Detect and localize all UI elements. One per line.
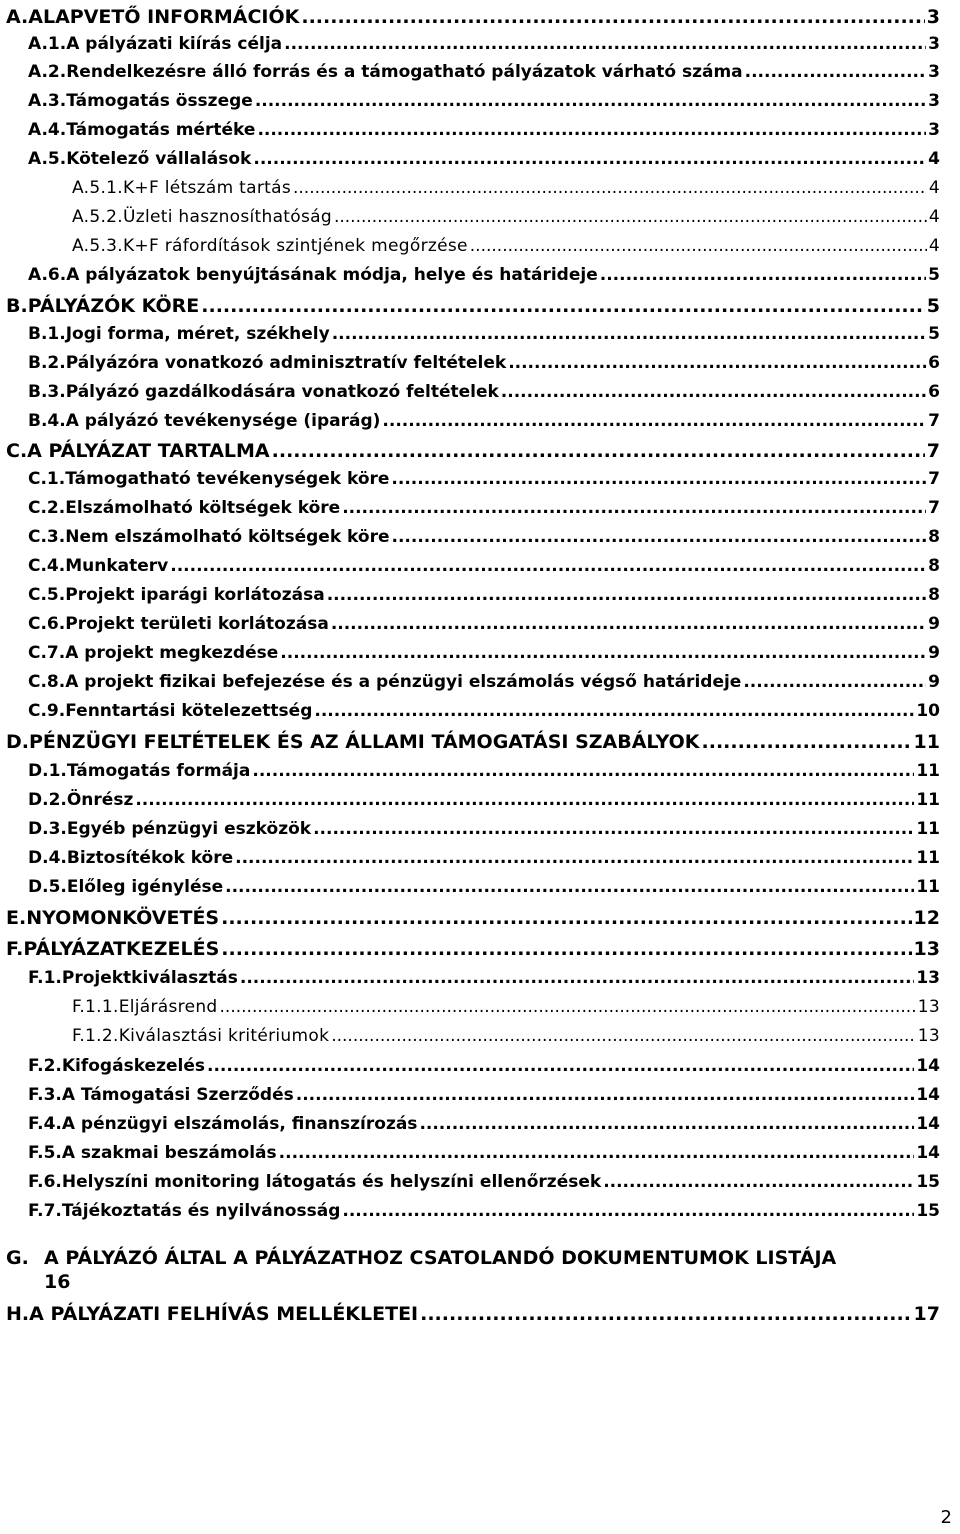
toc-entry-number: A.2. xyxy=(28,62,67,82)
toc-entry-number: C.2. xyxy=(28,498,66,518)
toc-entry-number: A.1. xyxy=(28,34,67,54)
toc-entry-number: C.8. xyxy=(28,672,66,692)
toc-entry[interactable] xyxy=(72,178,940,198)
toc-entry-page: 7 xyxy=(928,498,940,518)
toc-entry-number: G. xyxy=(6,1247,29,1269)
toc-entry-title: Pályázóra vonatkozó adminisztratív feltételek xyxy=(65,353,507,373)
toc-entry[interactable] xyxy=(28,556,940,576)
toc-entry-number: F.1.2. xyxy=(72,1026,119,1046)
toc-entry-title: A PÁLYÁZÓ ÁLTAL A PÁLYÁZATHOZ CSATOLANDÓ DOKUMENTUMOK LISTÁJA xyxy=(44,1247,837,1269)
toc-entry-title: Kiválasztási kritériumok xyxy=(118,1026,330,1046)
toc-entry[interactable] xyxy=(6,907,940,929)
toc-leader-dots xyxy=(225,877,914,897)
toc-entry-title: A projekt fizikai befejezése és a pénzügyi elszámolás végső határideje xyxy=(65,672,742,692)
toc-entry-page: 6 xyxy=(928,382,940,402)
toc-entry[interactable] xyxy=(28,672,940,692)
toc-entry-number: B. xyxy=(6,295,28,317)
toc-entry-number: H. xyxy=(6,1303,30,1325)
toc-entry-number: F.1.1. xyxy=(72,997,119,1017)
toc-leader-dots xyxy=(600,265,926,285)
toc-leader-dots xyxy=(420,1303,911,1325)
toc-entry-page: 8 xyxy=(928,556,940,576)
toc-entry-title: Elszámolható költségek köre xyxy=(65,498,341,518)
toc-entry[interactable] xyxy=(28,968,940,988)
toc-entry[interactable] xyxy=(28,382,940,402)
toc-entry-number: B.3. xyxy=(28,382,66,402)
toc-entry-page: 11 xyxy=(916,790,940,810)
toc-entry-title: Kifogáskezelés xyxy=(61,1056,205,1076)
toc-entry-number: E. xyxy=(6,907,27,929)
toc-leader-dots xyxy=(296,1085,915,1105)
toc-entry-page: 16 xyxy=(44,1271,71,1293)
toc-entry-number: A.5. xyxy=(28,149,67,169)
toc-entry[interactable] xyxy=(28,819,940,839)
toc-leader-dots xyxy=(331,614,926,634)
toc-entry[interactable] xyxy=(28,353,940,373)
toc-leader-dots xyxy=(284,34,926,54)
toc-entry-page: 4 xyxy=(928,178,940,198)
toc-entry-page: 8 xyxy=(928,585,940,605)
toc-leader-dots xyxy=(743,672,926,692)
toc-entry-title: PÁLYÁZATKEZELÉS xyxy=(23,938,220,960)
toc-entry[interactable] xyxy=(28,91,940,111)
toc-leader-dots xyxy=(135,790,914,810)
toc-leader-dots xyxy=(201,295,924,317)
toc-entry-number: A.6. xyxy=(28,265,67,285)
toc-entry-number: A. xyxy=(6,6,29,28)
toc-entry-page: 11 xyxy=(916,761,940,781)
toc-entry-number: D.3. xyxy=(28,819,67,839)
toc-leader-dots xyxy=(332,324,926,344)
toc-entry-number: F.6. xyxy=(28,1172,62,1192)
toc-entry-page: 4 xyxy=(928,149,940,169)
toc-entry-number: B.1. xyxy=(28,324,66,344)
toc-entry-page: 13 xyxy=(913,938,940,960)
toc-leader-dots xyxy=(313,819,914,839)
toc-entry-page: 5 xyxy=(928,324,940,344)
toc-entry-h[interactable] xyxy=(6,1303,940,1325)
toc-entry-page: 14 xyxy=(916,1143,940,1163)
toc-entry[interactable] xyxy=(28,120,940,140)
toc-entry-title: K+F létszám tartás xyxy=(122,178,291,198)
toc-leader-dots xyxy=(255,91,926,111)
toc-entry-page: 3 xyxy=(928,91,940,111)
toc-entry-page: 11 xyxy=(916,819,940,839)
toc-entry-title: Pályázó gazdálkodására vonatkozó feltételek xyxy=(65,382,499,402)
toc-leader-dots xyxy=(257,120,926,140)
toc-entry-number: F.7. xyxy=(28,1201,62,1221)
toc-entry-number: A.4. xyxy=(28,120,67,140)
toc-entry-page: 4 xyxy=(928,207,940,227)
toc-entry-title: A Támogatási Szerződés xyxy=(61,1085,294,1105)
toc-entry-number: D.1. xyxy=(28,761,67,781)
toc-entry[interactable] xyxy=(72,1026,940,1046)
toc-entry-title: Támogatás mértéke xyxy=(66,120,256,140)
toc-entry-number: F. xyxy=(6,938,24,960)
toc-entry-page: 13 xyxy=(917,997,940,1017)
toc-leader-dots xyxy=(170,556,926,576)
toc-entry-title: Jogi forma, méret, székhely xyxy=(65,324,330,344)
toc-entry[interactable] xyxy=(28,585,940,605)
toc-leader-dots xyxy=(745,62,927,82)
toc-entry-title: Eljárásrend xyxy=(118,997,218,1017)
toc-leader-dots xyxy=(221,938,911,960)
toc-entry-number: F.3. xyxy=(28,1085,62,1105)
toc-entry-title: A projekt megkezdése xyxy=(65,643,279,663)
toc-entry-number: B.2. xyxy=(28,353,66,373)
toc-entry[interactable] xyxy=(28,411,940,431)
toc-entry-page: 8 xyxy=(928,527,940,547)
toc-entry-page: 14 xyxy=(916,1114,940,1134)
toc-leader-dots xyxy=(220,997,916,1017)
toc-entry[interactable] xyxy=(28,1143,940,1163)
toc-entry-title: A pályázati kiírás célja xyxy=(66,34,283,54)
toc-entry-title: A PÁLYÁZAT TARTALMA xyxy=(27,440,270,462)
toc-entry[interactable] xyxy=(6,938,940,960)
toc-entry[interactable] xyxy=(72,997,940,1017)
toc-entry-title: A pályázatok benyújtásának módja, helye és határideje xyxy=(66,265,598,285)
toc-entry-number: D.2. xyxy=(28,790,67,810)
toc-entry-title: A pénzügyi elszámolás, finanszírozás xyxy=(61,1114,418,1134)
toc-leader-dots xyxy=(221,907,911,929)
toc-entry-title: A pályázó tevékenysége (iparág) xyxy=(65,411,381,431)
toc-entry[interactable] xyxy=(72,236,940,256)
toc-entry-title: A PÁLYÁZATI FELHÍVÁS MELLÉKLETEI xyxy=(29,1303,419,1325)
toc-entry-number: C. xyxy=(6,440,28,462)
toc-leader-dots xyxy=(501,382,926,402)
toc-entry-title: A szakmai beszámolás xyxy=(61,1143,277,1163)
toc-leader-dots xyxy=(382,411,926,431)
toc-entry-page: 15 xyxy=(916,1201,940,1221)
toc-entry-title: Projekt iparági korlátozása xyxy=(65,585,325,605)
toc-entry[interactable] xyxy=(28,149,940,169)
toc-entry-title: Nem elszámolható költségek köre xyxy=(65,527,390,547)
toc-leader-dots xyxy=(301,6,924,28)
toc-leader-dots xyxy=(342,1201,914,1221)
toc-entry-page: 17 xyxy=(913,1303,940,1325)
toc-leader-dots xyxy=(253,149,926,169)
toc-entry-number: D. xyxy=(6,731,29,753)
toc-entry-g[interactable] xyxy=(6,1247,956,1293)
toc-entry[interactable] xyxy=(28,643,940,663)
toc-entry-page: 3 xyxy=(928,34,940,54)
toc-entry-title: Fenntartási kötelezettség xyxy=(65,701,313,721)
toc-entry-title: ALAPVETŐ INFORMÁCIÓK xyxy=(28,6,300,28)
toc-leader-dots xyxy=(272,440,925,462)
toc-entry-page: 13 xyxy=(916,968,940,988)
toc-entry-number: F.5. xyxy=(28,1143,62,1163)
toc-leader-dots xyxy=(334,207,927,227)
toc-entry[interactable] xyxy=(28,1172,940,1192)
toc-leader-dots xyxy=(508,353,926,373)
toc-entry[interactable] xyxy=(28,1085,940,1105)
toc-entry[interactable] xyxy=(28,469,940,489)
toc-leader-dots xyxy=(252,761,914,781)
toc-entry-title: PÁLYÁZÓK KÖRE xyxy=(27,295,200,317)
toc-entry-number: C.1. xyxy=(28,469,66,489)
toc-entry[interactable] xyxy=(6,731,940,753)
toc-entry[interactable] xyxy=(28,701,940,721)
toc-entry-title: Támogatás összege xyxy=(66,91,253,111)
toc-entry[interactable] xyxy=(28,62,940,82)
toc-entry-page: 7 xyxy=(928,469,940,489)
page-number: 2 xyxy=(940,1507,952,1528)
toc-entry-title: Támogatás formája xyxy=(66,761,251,781)
toc-entry[interactable] xyxy=(28,34,940,54)
toc-entry[interactable] xyxy=(28,614,940,634)
toc-entry[interactable] xyxy=(28,761,940,781)
toc-entry-number: C.5. xyxy=(28,585,66,605)
toc-entry-title: Előleg igénylése xyxy=(66,877,224,897)
toc-entry-title: NYOMONKÖVETÉS xyxy=(26,907,220,929)
toc-entry-number: D.5. xyxy=(28,877,67,897)
toc-leader-dots xyxy=(702,731,912,753)
toc-entry-page: 3 xyxy=(928,62,940,82)
toc-entry-title: Rendelkezésre álló forrás és a támogatható pályázatok várható száma xyxy=(66,62,743,82)
toc-entry[interactable] xyxy=(6,440,940,462)
toc-leader-dots xyxy=(314,701,914,721)
toc-entry-page: 12 xyxy=(913,907,940,929)
toc-entry-number: C.3. xyxy=(28,527,66,547)
toc-entry-page: 6 xyxy=(928,353,940,373)
toc-entry[interactable] xyxy=(6,295,940,317)
toc-entry-page: 14 xyxy=(916,1056,940,1076)
toc-entry-page: 7 xyxy=(928,411,940,431)
toc-entry-title: Kötelező vállalások xyxy=(66,149,252,169)
toc-entry-page: 4 xyxy=(928,236,940,256)
toc-entry-title: Támogatható tevékenységek köre xyxy=(65,469,390,489)
toc-entry-number: F.4. xyxy=(28,1114,62,1134)
toc-entry-page: 3 xyxy=(926,6,940,28)
toc-entry[interactable] xyxy=(28,1114,940,1134)
toc-entry[interactable] xyxy=(28,848,940,868)
toc-entry-number: D.4. xyxy=(28,848,67,868)
toc-entry-title: Biztosítékok köre xyxy=(66,848,234,868)
toc-leader-dots xyxy=(327,585,926,605)
toc-entry-number: A.5.1. xyxy=(72,178,123,198)
toc-entry-number: F.1. xyxy=(28,968,62,988)
toc-entry-page: 5 xyxy=(926,295,940,317)
toc-entry-page: 14 xyxy=(916,1085,940,1105)
toc-entry-number: C.7. xyxy=(28,643,66,663)
toc-entry[interactable] xyxy=(28,265,940,285)
toc-leader-dots xyxy=(331,1026,916,1046)
toc-entry-title: Üzleti hasznosíthatóság xyxy=(122,207,332,227)
toc-leader-dots xyxy=(419,1114,914,1134)
toc-entry-number: C.4. xyxy=(28,556,66,576)
toc-entry-title: Projektkiválasztás xyxy=(61,968,238,988)
toc-entry-number: B.4. xyxy=(28,411,66,431)
toc-entry[interactable] xyxy=(28,1056,940,1076)
toc-entry-number: A.5.3. xyxy=(72,236,123,256)
toc-entry[interactable] xyxy=(28,324,940,344)
toc-entry-page: 10 xyxy=(916,701,940,721)
toc-entry-number: C.9. xyxy=(28,701,66,721)
toc-entry-page: 3 xyxy=(928,120,940,140)
toc-leader-dots xyxy=(235,848,914,868)
toc-entry[interactable] xyxy=(72,207,940,227)
toc-entry-page: 5 xyxy=(928,265,940,285)
toc-entry-title: PÉNZÜGYI FELTÉTELEK ÉS AZ ÁLLAMI TÁMOGATÁSI SZABÁLYOK xyxy=(29,731,700,753)
toc-entry[interactable] xyxy=(28,877,940,897)
toc-entry-title: Helyszíni monitoring látogatás és helyszíni ellenőrzések xyxy=(61,1172,602,1192)
toc-entry-number: C.6. xyxy=(28,614,66,634)
toc-leader-dots xyxy=(280,643,926,663)
toc-entry-title: Tájékoztatás és nyilvánosság xyxy=(61,1201,341,1221)
toc-entry-title: Munkaterv xyxy=(65,556,169,576)
toc-entry-title: Projekt területi korlátozása xyxy=(65,614,329,634)
toc-leader-dots xyxy=(240,968,914,988)
toc-leader-dots xyxy=(391,469,926,489)
toc-entry-page: 11 xyxy=(916,877,940,897)
toc-leader-dots xyxy=(279,1143,915,1163)
toc-entry-number: A.3. xyxy=(28,91,67,111)
toc-entry-title: Önrész xyxy=(66,790,134,810)
toc-entry-page: 11 xyxy=(916,848,940,868)
toc-leader-dots xyxy=(207,1056,914,1076)
toc-entry-number: A.5.2. xyxy=(72,207,123,227)
toc-entry-number: F.2. xyxy=(28,1056,62,1076)
toc-leader-dots xyxy=(391,527,926,547)
toc-entry-title: Egyéb pénzügyi eszközök xyxy=(66,819,312,839)
toc-leader-dots xyxy=(470,236,927,256)
toc-entry[interactable] xyxy=(6,6,940,28)
toc-entry-page: 7 xyxy=(926,440,940,462)
toc-entry[interactable] xyxy=(28,790,940,810)
toc-leader-dots xyxy=(342,498,926,518)
toc-entry-title: K+F ráfordítások szintjének megőrzése xyxy=(122,236,468,256)
toc-entry[interactable] xyxy=(28,527,940,547)
toc-entry-page: 9 xyxy=(928,672,940,692)
toc-entry-page: 15 xyxy=(916,1172,940,1192)
toc-entry-page: 9 xyxy=(928,643,940,663)
toc-leader-dots xyxy=(603,1172,914,1192)
toc-entry-page: 9 xyxy=(928,614,940,634)
toc-entry-page: 11 xyxy=(913,731,940,753)
toc-leader-dots xyxy=(293,178,927,198)
toc-entry[interactable] xyxy=(28,1201,940,1221)
toc-entry[interactable] xyxy=(28,498,940,518)
toc-entry-page: 13 xyxy=(917,1026,940,1046)
